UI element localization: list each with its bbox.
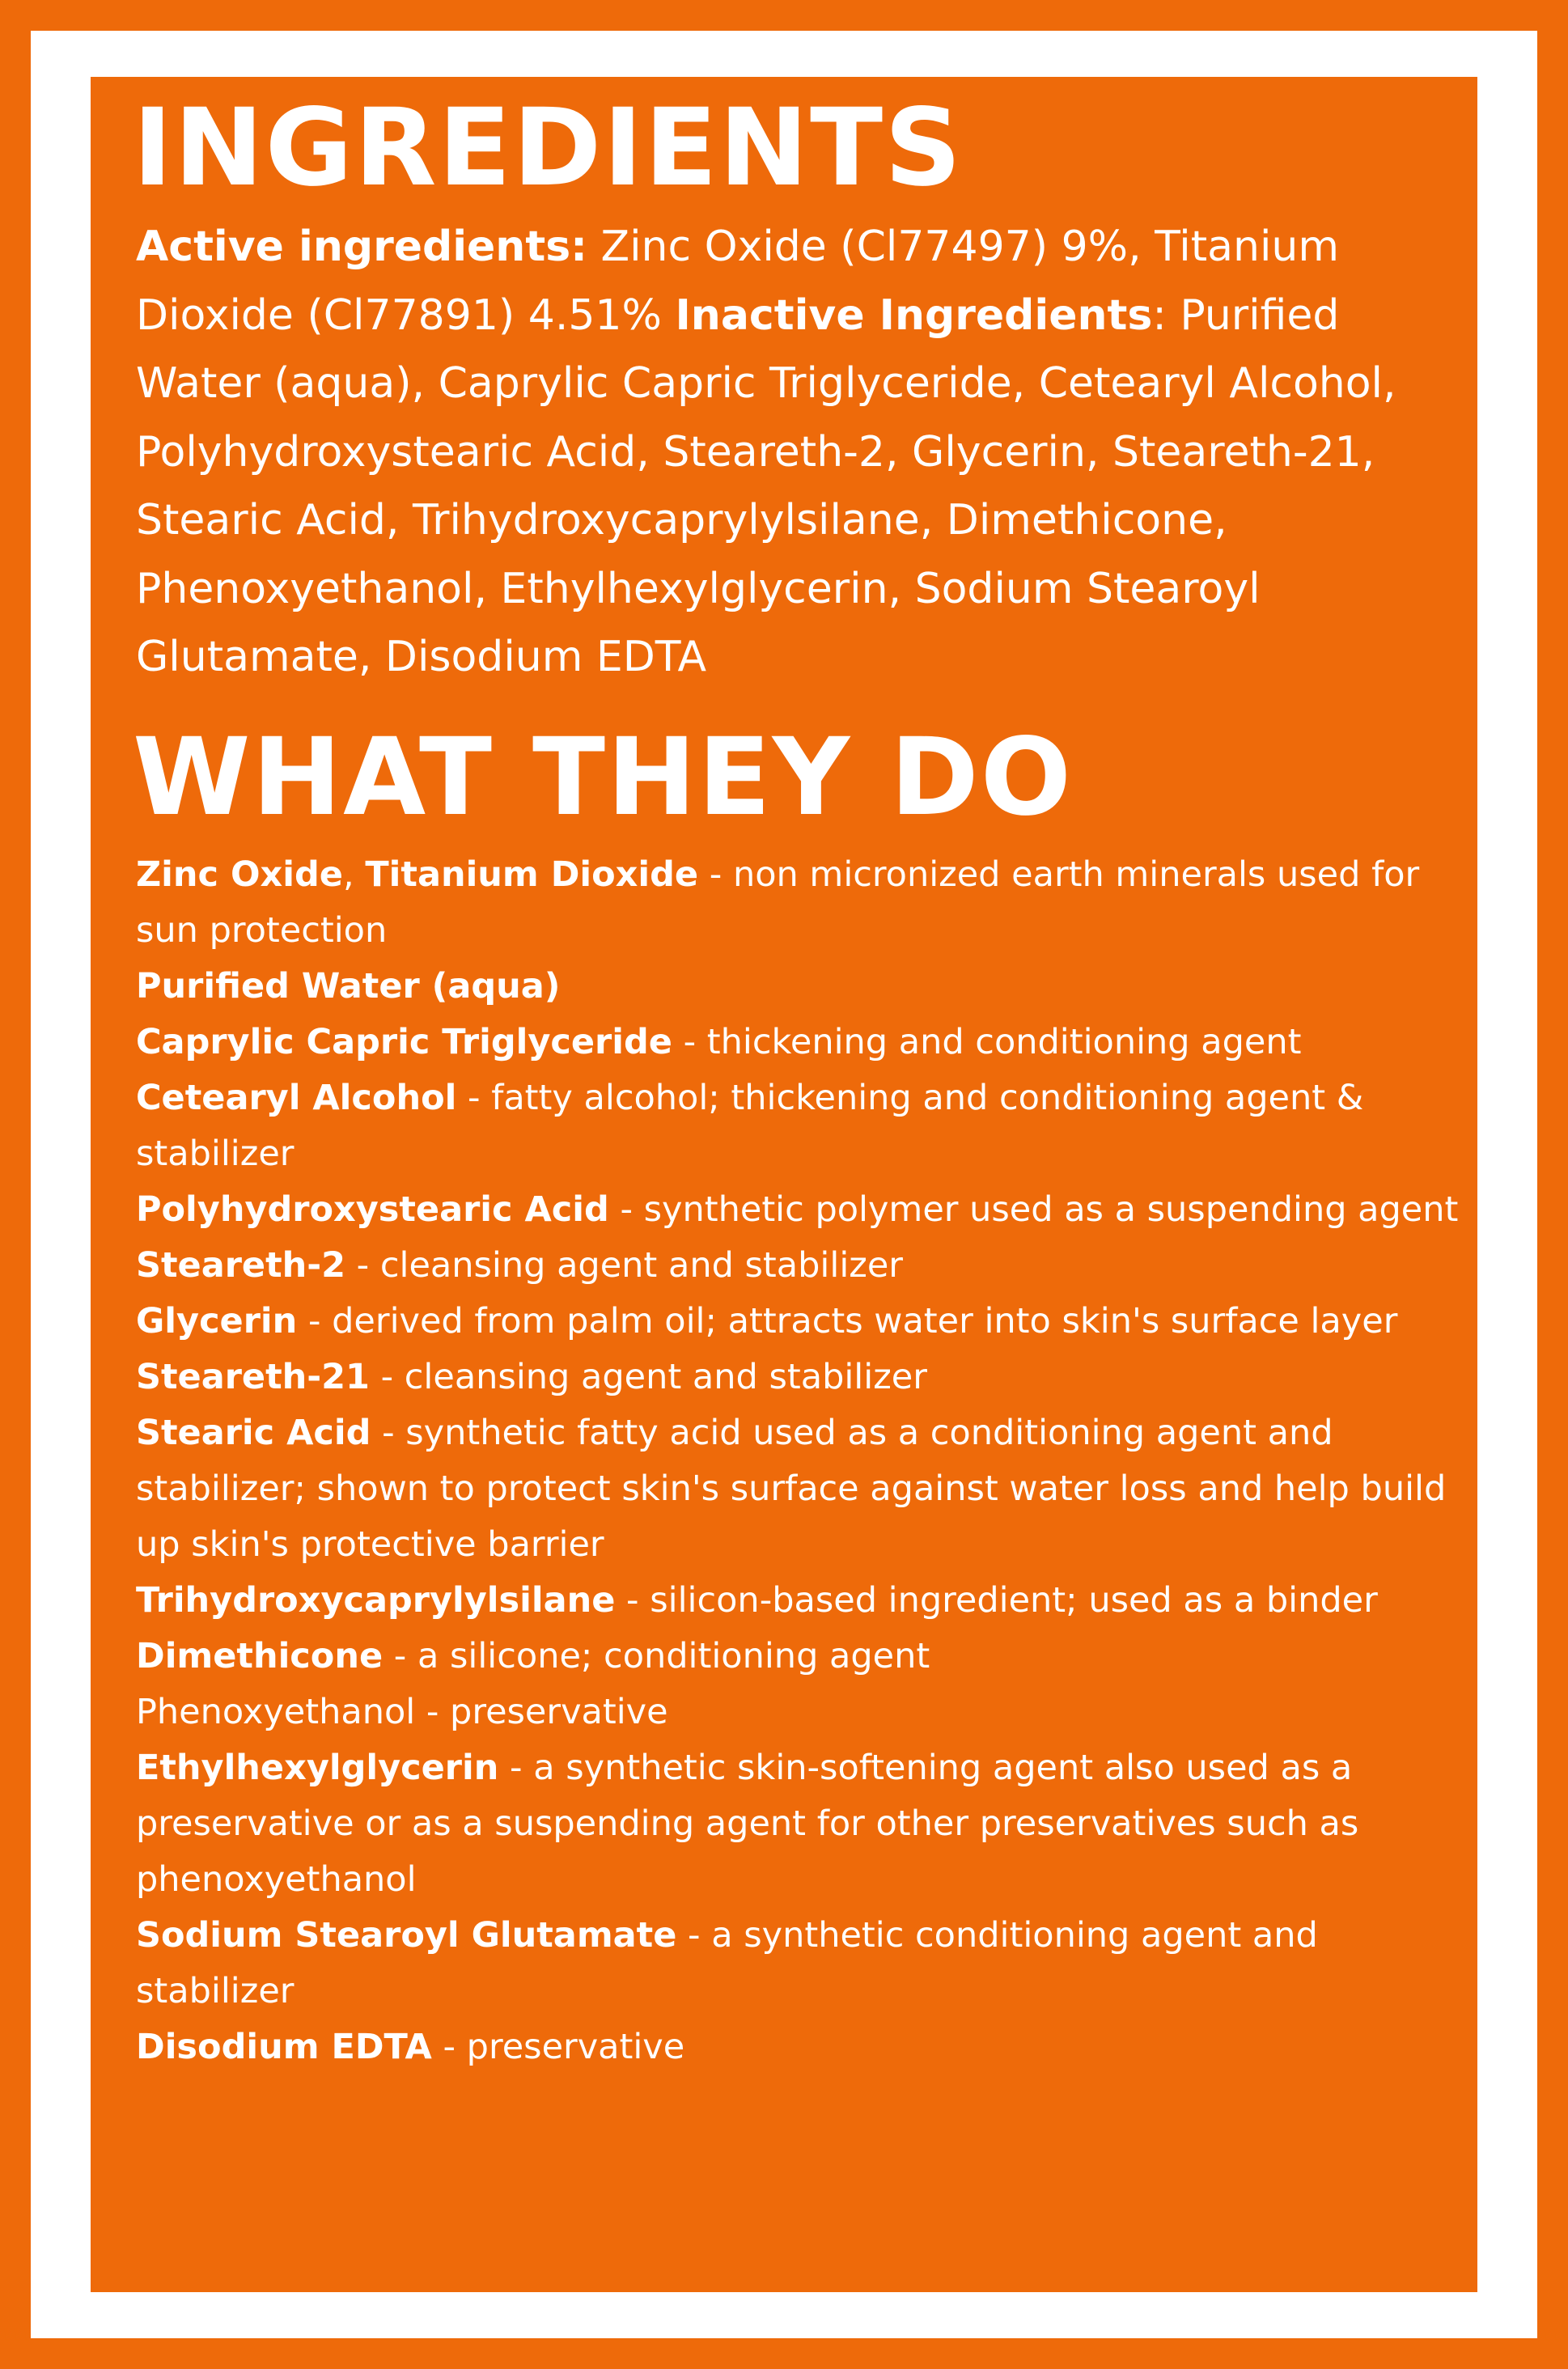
ingredient-description: - thickening and conditioning agent xyxy=(672,1022,1302,1062)
list-item-caprylic-capric-triglyceride xyxy=(136,1015,1471,1070)
list-item-disodium-edta xyxy=(136,2019,1471,2075)
ingredient-name: Ethylhexylglycerin xyxy=(136,1748,499,1788)
ingredient-name: Dimethicone xyxy=(136,1636,384,1676)
ingredient-description: - synthetic fatty acid used as a conditioning agent and stabilizer; shown to protect skin's surface against water loss and help build up skin's protective barrier xyxy=(136,1413,1447,1565)
ingredient-name: Purified Water (aqua) xyxy=(136,966,561,1007)
list-item-dimethicone xyxy=(136,1629,1471,1685)
ingredient-description: - non micronized earth minerals used for sun protection xyxy=(136,854,1420,951)
ingredient-name: Polyhydroxystearic Acid xyxy=(136,1189,609,1230)
ingredient-description: - a synthetic conditioning agent and stabilizer xyxy=(136,1915,1318,2011)
list-item-polyhydroxystearic-acid xyxy=(136,1182,1471,1238)
what-they-do-list xyxy=(136,847,1471,2075)
ingredient-name: Cetearyl Alcohol xyxy=(136,1078,457,1118)
ingredient-description: - fatty alcohol; thickening and conditioning agent & stabilizer xyxy=(136,1078,1364,1174)
list-item-steareth-21 xyxy=(136,1350,1471,1405)
list-item-trihydroxycaprylylsilane xyxy=(136,1573,1471,1629)
list-item-phenoxyethanol xyxy=(136,1685,1471,1740)
ingredient-name: Sodium Stearoyl Glutamate xyxy=(136,1915,677,1956)
ingredient-name: Caprylic Capric Triglyceride xyxy=(136,1022,672,1062)
ingredient-description: - a synthetic skin-softening agent also used as a preservative or as a suspending agent for other preservatives such as phenoxyethanol xyxy=(136,1748,1359,1900)
name-separator: , xyxy=(342,854,366,895)
inactive-ingredients-label: Inactive Ingredients xyxy=(675,290,1153,340)
ingredient-name: Stearic Acid xyxy=(136,1413,371,1453)
list-item-sodium-stearoyl-glutamate xyxy=(136,1908,1471,2019)
ingredient-name: Glycerin xyxy=(136,1301,298,1341)
ingredients-panel xyxy=(91,77,1477,2292)
active-ingredients-label: Active ingredients: xyxy=(136,222,587,271)
ingredient-description: Phenoxyethanol - preservative xyxy=(136,1692,668,1732)
ingredient-name: Disodium EDTA xyxy=(136,2027,432,2067)
ingredient-name: Steareth-2 xyxy=(136,1245,346,1286)
ingredient-description: - cleansing agent and stabilizer xyxy=(369,1357,927,1397)
ingredient-name: Trihydroxycaprylylsilane xyxy=(136,1580,616,1621)
ingredient-description: - cleansing agent and stabilizer xyxy=(345,1245,903,1286)
ingredient-name-secondary: Titanium Dioxide xyxy=(365,854,699,895)
ingredients-paragraph xyxy=(136,213,1467,692)
list-item-purified-water xyxy=(136,959,1471,1015)
ingredients-heading: INGREDIENTS xyxy=(133,86,964,210)
ingredient-name: Zinc Oxide xyxy=(136,854,343,895)
ingredient-description: - preservative xyxy=(431,2027,685,2067)
list-item-ethylhexylglycerin xyxy=(136,1740,1471,1908)
ingredient-description: - derived from palm oil; attracts water into skin's surface layer xyxy=(297,1301,1398,1341)
inactive-ingredients-text: : Purified Water (aqua), Caprylic Capric Triglyceride, Cetearyl Alcohol, Polyhydroxystearic Acid, Steareth-2, Glycerin, Steareth-21, Stearic Acid, Trihydroxycaprylylsilane, Dimethicone, Phenoxyethanol, Ethylhexylglycerin, Sodium Stearoyl Glutamate, Disodium EDTA xyxy=(136,290,1396,681)
list-item-cetearyl-alcohol xyxy=(136,1070,1471,1182)
list-item-stearic-acid xyxy=(136,1405,1471,1573)
list-item-glycerin xyxy=(136,1294,1471,1350)
active-ingredients-text: Zinc Oxide (Cl77497) 9%, Titanium Dioxide (Cl77891) 4.51% xyxy=(136,222,1340,340)
ingredient-description: - synthetic polymer used as a suspending agent xyxy=(608,1189,1459,1230)
ingredient-name: Steareth-21 xyxy=(136,1357,370,1397)
ingredient-description: - a silicone; conditioning agent xyxy=(383,1636,930,1676)
list-item-zinc-titanium xyxy=(136,847,1471,959)
what-they-do-heading: WHAT THEY DO xyxy=(133,715,1073,840)
list-item-steareth-2 xyxy=(136,1238,1471,1294)
ingredient-description: - silicon-based ingredient; used as a binder xyxy=(615,1580,1378,1621)
